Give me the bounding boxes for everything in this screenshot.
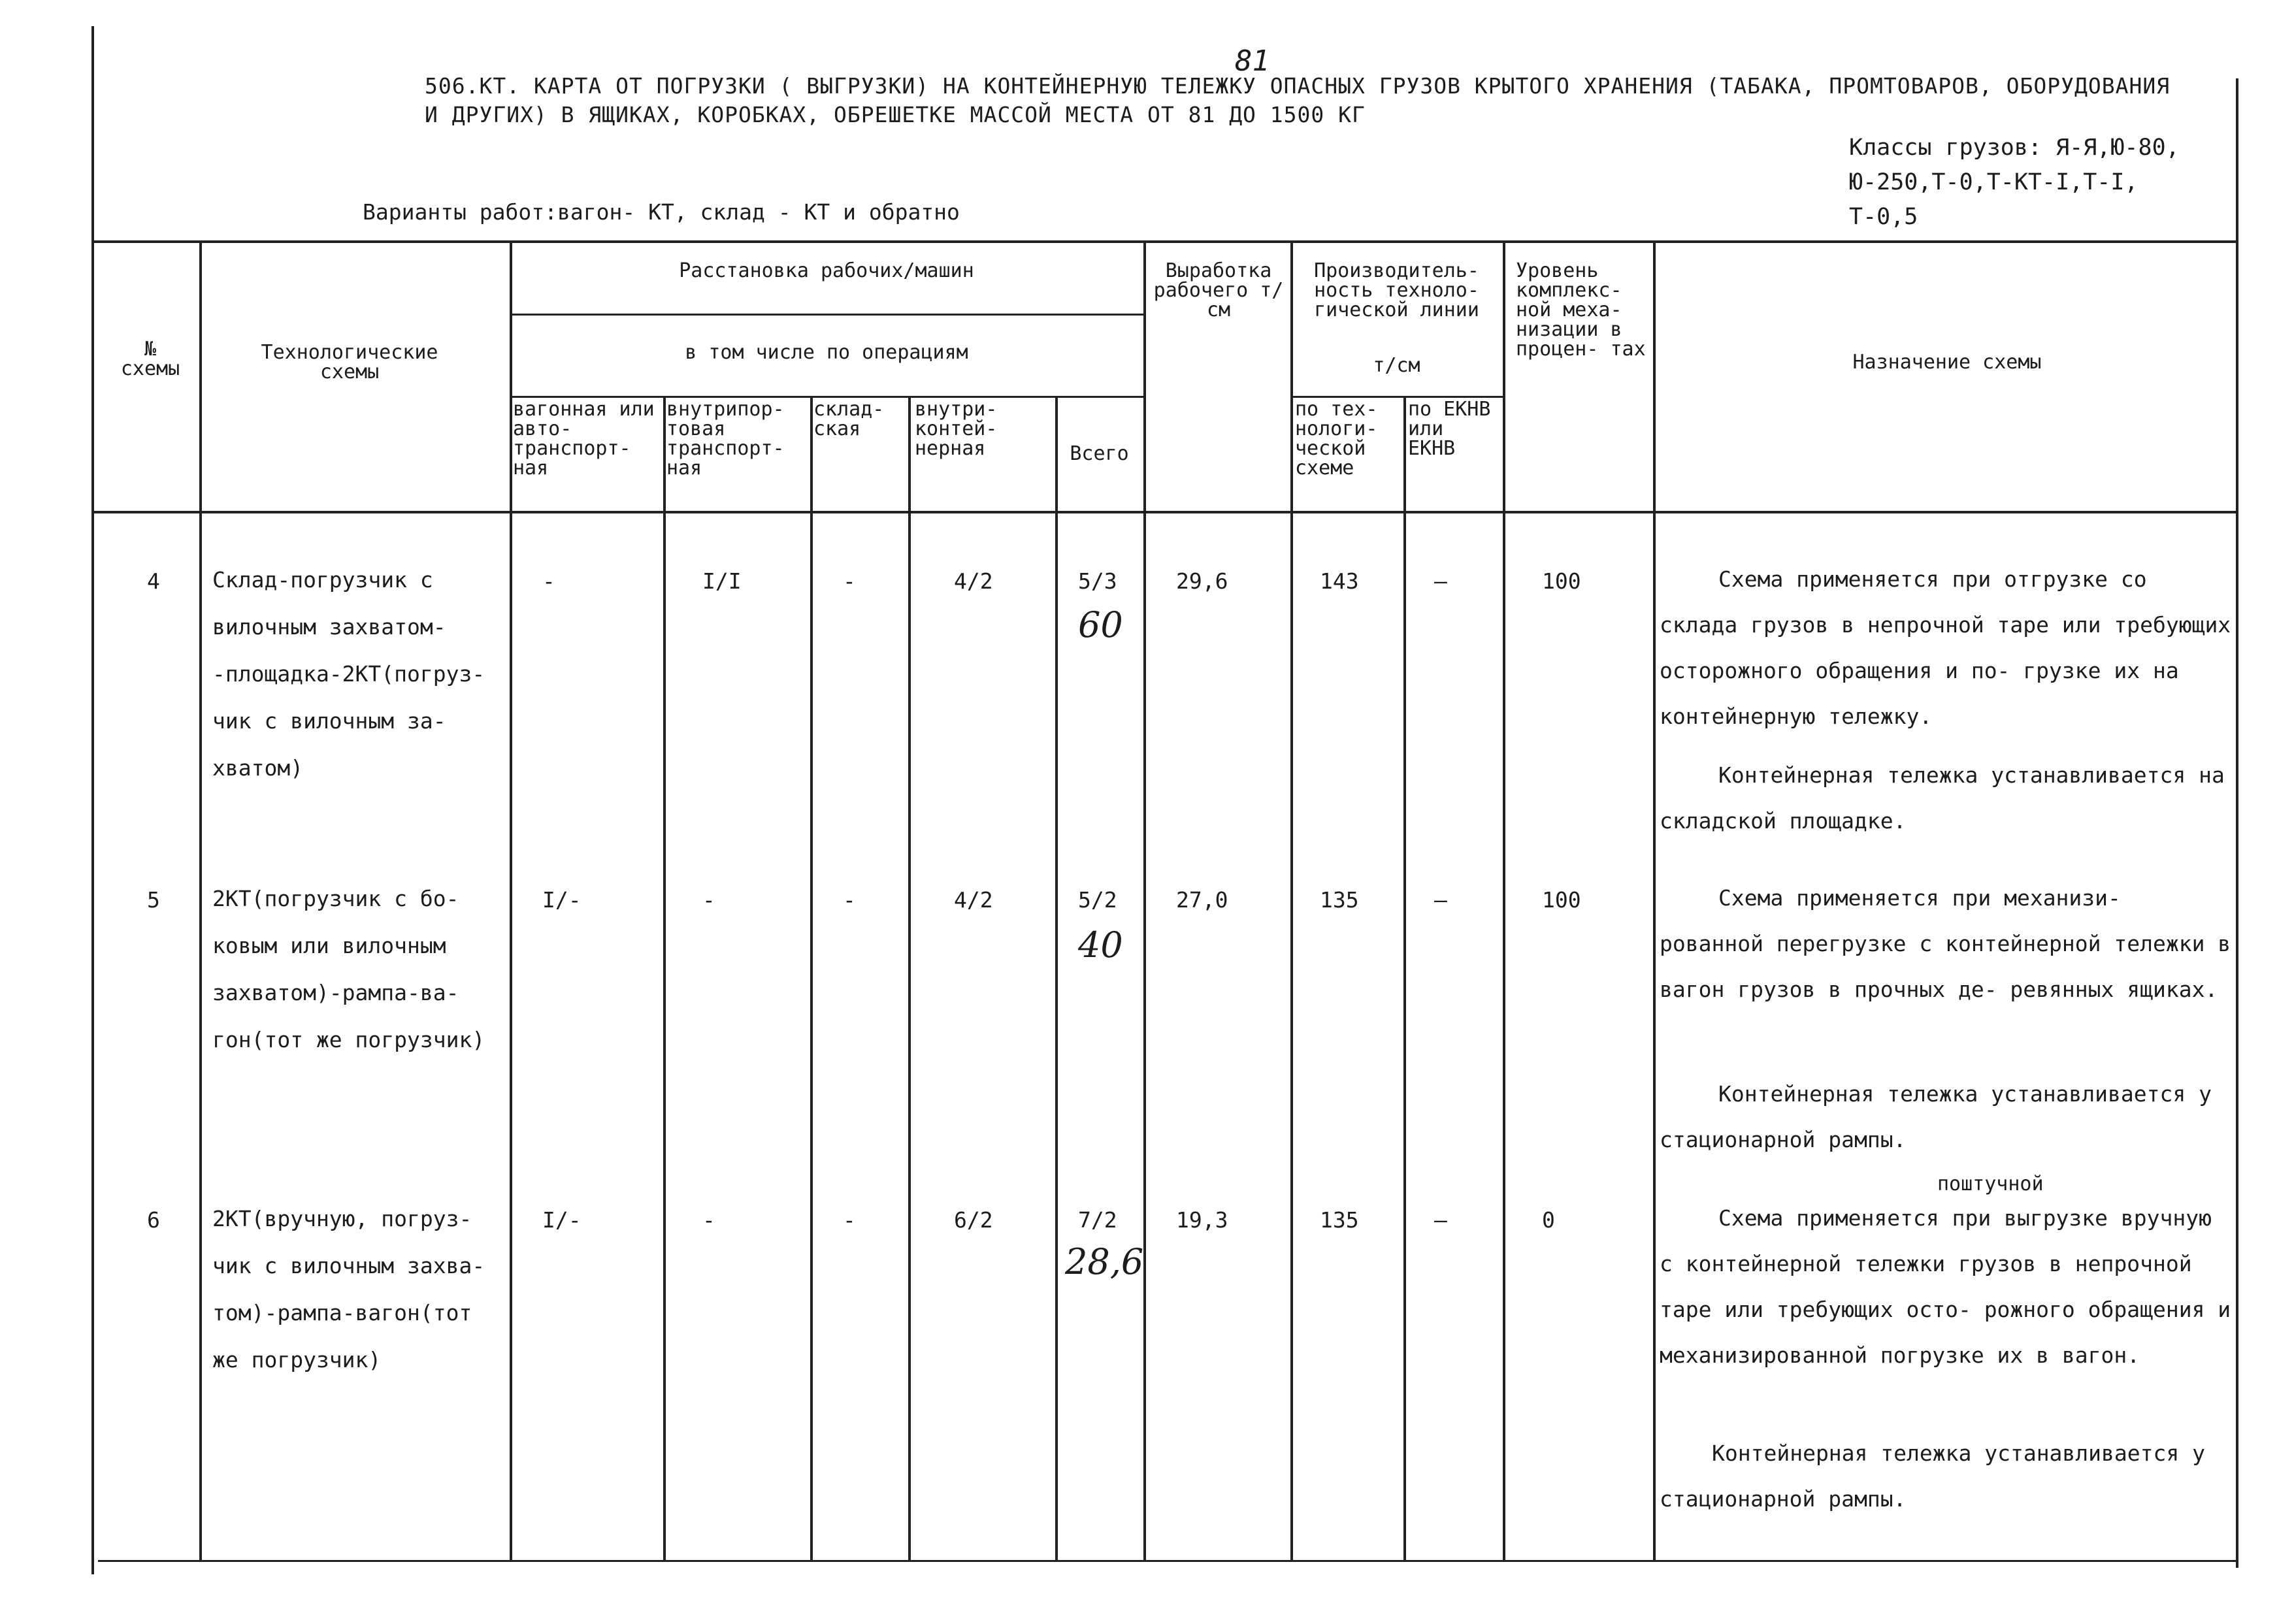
purpose-note: Контейнерная тележка устанавливается у стационарной рампы.	[1660, 1081, 2212, 1152]
handwritten-insertion: поштучной	[1937, 1173, 2044, 1195]
cell-prod-ekhnv: —	[1434, 887, 1447, 913]
cell-output: 29,6	[1176, 568, 1228, 594]
cargo-classes: Классы грузов: Я-Я,Ю-80, Ю-250,Т-0,Т-КТ-І,Т-І, Т-0,5	[1849, 135, 2180, 230]
cell-wagon: -	[542, 568, 555, 594]
cell-mech-level: 0	[1542, 1207, 1555, 1233]
cell-intracontainer: 4/2	[954, 887, 993, 913]
cell-intraport: -	[702, 1207, 715, 1233]
work-variants: Варианты работ:вагон- КТ, склад - КТ и обратно	[363, 199, 960, 225]
cell-prod-ekhnv: —	[1434, 1207, 1447, 1233]
header-op-wagon: вагонная или авто- транспорт- ная	[513, 398, 655, 479]
cell-warehouse: -	[843, 1207, 856, 1233]
cell-output: 19,3	[1176, 1207, 1228, 1233]
scheme-description: 2КТ(вручную, погруз- чик с вилочным захва- том)-рампа-вагон(тот же погрузчик)	[212, 1206, 485, 1372]
cell-intracontainer: 6/2	[954, 1207, 993, 1233]
cell-mech-level: 100	[1542, 568, 1581, 594]
cell-output: 27,0	[1176, 887, 1228, 913]
cell-total: 5/2	[1078, 887, 1117, 913]
header-purpose: Назначение схемы	[1852, 351, 2042, 374]
cell-mech-level: 100	[1542, 887, 1581, 913]
header-by-ekhnv: по ЕКНВ или ЕКНВ	[1408, 398, 1491, 460]
header-op-warehouse: склад- ская	[813, 398, 885, 440]
row-number: 5	[147, 887, 160, 913]
row-number: 4	[147, 568, 160, 594]
cell-prod-tech: 143	[1320, 568, 1359, 594]
cell-intraport: -	[702, 887, 715, 913]
cell-warehouse: -	[843, 568, 856, 594]
cell-intraport: I/I	[702, 568, 742, 594]
cell-prod-tech: 135	[1320, 1207, 1359, 1233]
header-scheme-no: № схемы	[120, 338, 180, 380]
purpose-text: Схема применяется при отгрузке со склада грузов в непрочной таре или требующих осторожного обращения и по- грузке их на контейнерную тележку.	[1660, 566, 2231, 729]
handwritten-note: 60	[1078, 604, 1123, 645]
purpose-text: Схема применяется при выгрузке вручную с контейнерной тележки грузов в непрочной таре или требующих осто- рожного обращения и механизированной погрузке их в вагон.	[1660, 1205, 2231, 1368]
purpose-note: Контейнерная тележка устанавливается у стационарной рампы.	[1660, 1440, 2205, 1512]
purpose-note: Контейнерная тележка устанавливается на складской площадке.	[1660, 762, 2225, 834]
cell-wagon: I/-	[542, 1207, 582, 1233]
header-op-intraport: внутрипор- товая транспорт- ная	[666, 398, 785, 479]
cell-total: 5/3	[1078, 568, 1117, 594]
header-tech-schemes: Технологические схемы	[261, 341, 438, 383]
header-by-operations: в том числе по операциям	[685, 341, 968, 364]
row-number: 6	[147, 1207, 160, 1233]
scheme-description: Склад-погрузчик с вилочным захватом- -площадка-2КТ(погруз- чик с вилочным за- хватом)	[212, 567, 485, 781]
purpose-text: Схема применяется при механизи- рованной перегрузке с контейнерной тележки в вагон грузов в прочных де- ревянных ящиках.	[1660, 885, 2231, 1002]
cell-prod-tech: 135	[1320, 887, 1359, 913]
header-by-tech-scheme: по тех- нологи- ческой схеме	[1295, 398, 1378, 479]
cell-total: 7/2	[1078, 1207, 1117, 1233]
header-mech-level: Уровень комплекс- ной меха- низации в процен- тах	[1516, 259, 1646, 361]
header-placement: Расстановка рабочих/машин	[679, 259, 974, 282]
header-productivity: Производитель- ность техноло- гической линии	[1314, 259, 1479, 321]
header-op-total: Всего	[1070, 442, 1129, 465]
header-productivity-unit: т/см	[1373, 354, 1420, 377]
cell-wagon: I/-	[542, 887, 582, 913]
header-op-intracontainer: внутри- контей- нерная	[915, 398, 998, 460]
header-worker-output: Выработка рабочего т/см	[1153, 259, 1284, 321]
handwritten-note: 28,6	[1065, 1241, 1144, 1282]
cell-prod-ekhnv: —	[1434, 568, 1447, 594]
page-number: 81	[1235, 44, 1270, 78]
cell-warehouse: -	[843, 887, 856, 913]
cell-intracontainer: 4/2	[954, 568, 993, 594]
handwritten-note: 40	[1078, 924, 1123, 966]
document-title: 506.КТ. КАРТА ОТ ПОГРУЗКИ ( ВЫГРУЗКИ) НА КОНТЕЙНЕРНУЮ ТЕЛЕЖКУ ОПАСНЫХ ГРУЗОВ КРЫТОГО ХРАНЕНИЯ (ТАБАКА, ПРОМТОВАРОВ, ОБОРУДОВАНИЯ И ДРУГИХ) В ЯЩИКАХ, КОРОБКАХ, ОБРЕШЕТКЕ МАССОЙ МЕСТА ОТ 81 ДО 1500 КГ	[425, 73, 2171, 127]
scheme-description: 2КТ(погрузчик с бо- ковым или вилочным захватом)-рампа-ва- гон(тот же погрузчик)	[212, 886, 485, 1052]
